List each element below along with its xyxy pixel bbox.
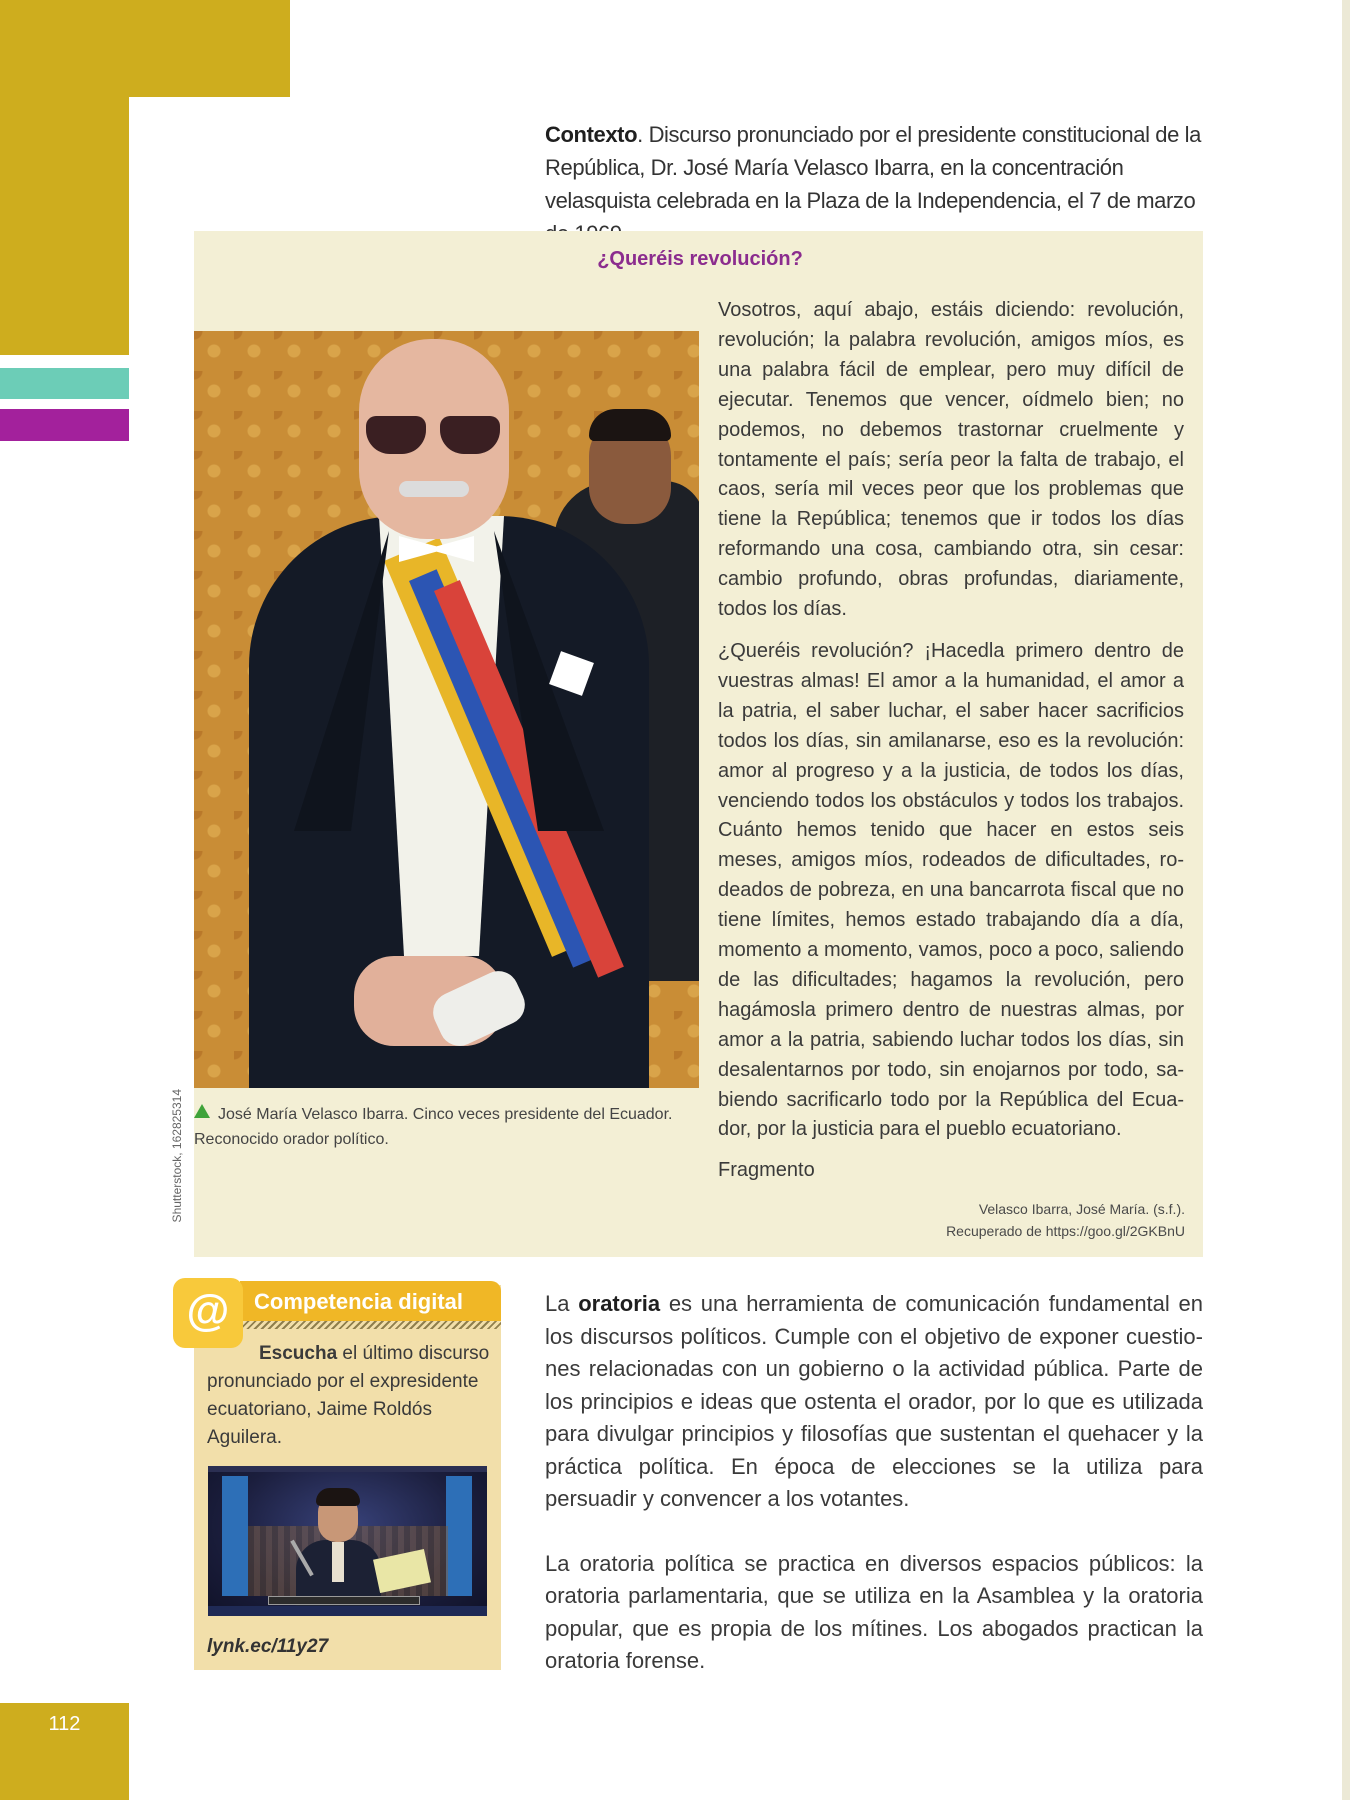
magenta-stripe: [0, 409, 129, 441]
video-speaker-hair: [316, 1488, 360, 1506]
fragment-label: Fragmento: [718, 1159, 815, 1181]
page-edge: [1342, 0, 1350, 1800]
page-number: 112: [48, 1713, 81, 1735]
video-caption-bar: [268, 1596, 420, 1605]
video-speaker-shirt: [332, 1542, 344, 1582]
gold-side-block: [0, 97, 129, 355]
speech-paragraph-2: ¿Queréis revolución? ¡Hacedla primero dentro de vuestras almas! El amor a la humanidad, el amor a la patria, el saber luchar, el saber hacer sacrificios todos los días, sin amilanarse, eso es la revolución: amor al progreso y a la justicia, de todos los días, venciendo todos los obstáculos y todos los trabajos. Cuánto hemos tenido que hacer en estos seis meses, amigos míos, rodeados de dificultades, rodeados de pobreza, en una bancarrota fiscal que no tiene límites, hemos estado trabajando día a día, momento a momento, vamos, poco a poco, saliendo de las dificultades; hagamos la revolución, pero hagámosla primero dentro de nuestras almas, por amor a la patria, sabiendo luchar todos los días, sin desalentarnos por todo, sin enojarnos por todo, sabiendo sacrificarlo todo por la República del Ecuador, por la justicia para el pueblo ecuatoriano.: [718, 639, 1184, 1141]
photo-background-hair: [589, 409, 671, 441]
reference-line-2: Recuperado de https://goo.gl/2GKBnU: [946, 1223, 1185, 1239]
photo-credit: Shutterstock, 162825314: [170, 1089, 184, 1223]
speech-paragraph-1: Vosotros, aquí abajo, estáis diciendo: revolución, revolución; la palabra revolución, amigos míos, es una palabra fácil de emplear, pero muy difícil de ejecutar. Tenemos que vencer, oídmelo bien; no podemos, no debemos trastornar cruelmente y tontamente el país; sería peor la falta de trabajo, el caos, sería mil veces peor que los problemas que tiene la República; tenemos que ir todos los días reformando una cosa, cambiando otra, sin cesar: cambio profundo, obras profundas, diariamente, todos los días.: [718, 299, 1184, 621]
photo-glasses-right: [440, 416, 500, 454]
at-sign-icon: @: [173, 1278, 243, 1348]
triangle-icon: [194, 1104, 210, 1118]
video-screen-right: [446, 1476, 472, 1596]
body-paragraph-2: La oratoria política se practica en diversos espacios públicos: la oratoria parlamentaria, que se utiliza en la Asamblea y la oratoria popular, que es propia de los mítines. Los abogados practican la oratoria forense.: [545, 1550, 1203, 1673]
digital-verb: Escucha: [259, 1343, 338, 1364]
video-bottom-bar: [208, 1606, 487, 1616]
speech-text: [718, 296, 1184, 1145]
context-text: . Discurso pronunciado por el presidente constitucional de la República, Dr. José María Velasco Ibarra, en la concentración velasquista celebrada en la Plaza de la Independencia, el 7 de marzo: [545, 122, 1201, 213]
photo-mustache: [399, 481, 469, 497]
gold-corner-block: [0, 0, 290, 97]
reference-line-1: Velasco Ibarra, José María. (s.f.).: [978, 1201, 1185, 1217]
digital-text: el último discurso pronunciado por el expresidente ecuatoriano, Jaime Roldós Aguilera.: [207, 1343, 490, 1448]
photo-glasses-left: [366, 416, 426, 454]
photo-caption: [194, 1102, 704, 1152]
body-p1-rest: es una herramienta de comunicación fundamental en los discursos políticos. Cumple con el objetivo de exponer cuestiones relacionadas con un gobierno o la actividad pública. Parte de los principios e ideas que ostenta el orador, por lo que es utilizada para divulgar principios y filosofías que sustentan el quehacer y la práctica política. En época de elecciones se la utiliza para persuadir y convencer a los votantes.: [545, 1291, 1203, 1511]
body-paragraph-1: [545, 1288, 1203, 1516]
reference: [700, 1198, 1185, 1242]
video-top-bar: [208, 1466, 487, 1472]
video-link[interactable]: lynk.ec/11y27: [207, 1636, 329, 1657]
context-label: Contexto: [545, 122, 638, 147]
header-hatch-stripe: [240, 1321, 501, 1329]
president-photo: [194, 331, 699, 1088]
speech-title: ¿Queréis revolución?: [597, 248, 803, 270]
digital-competence-title: Competencia digital: [254, 1289, 464, 1314]
oratoria-term: oratoria: [578, 1291, 661, 1316]
video-screen-left: [222, 1476, 248, 1596]
teal-stripe: [0, 368, 129, 399]
body-p1-start: La: [545, 1291, 579, 1316]
body-text: [545, 1288, 1203, 1678]
digital-instructions: [207, 1340, 497, 1452]
video-thumbnail[interactable]: [208, 1466, 487, 1616]
photo-caption-text: José María Velasco Ibarra. Cinco veces presidente del Ecuador. Reconocido orador político.: [194, 1106, 673, 1148]
